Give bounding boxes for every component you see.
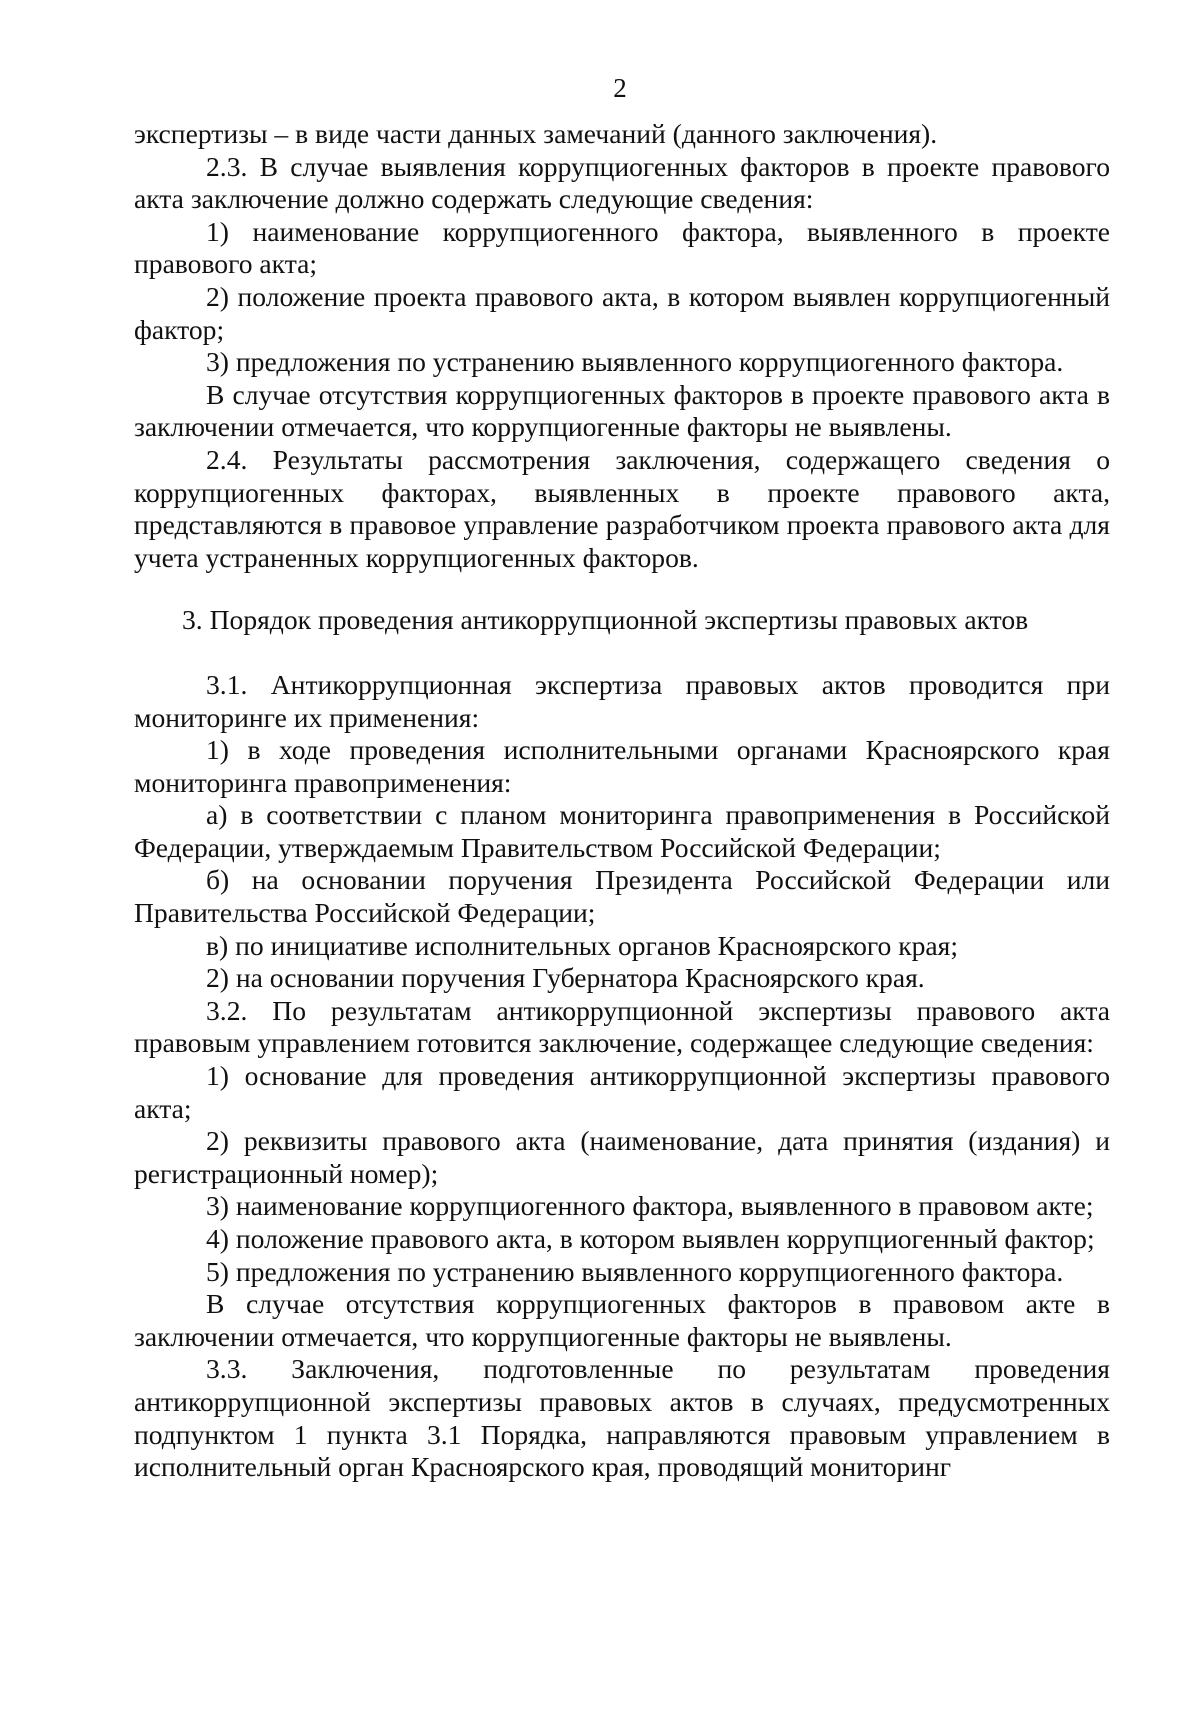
paragraph-3-1: 3.1. Антикоррупционная экспертиза правовых актов проводится при мониторинге их применения: xyxy=(134,668,1110,733)
paragraph: В случае отсутствия коррупциогенных факторов в правовом акте в заключении отмечается, что коррупциогенные факторы не выявлены. xyxy=(134,1288,1110,1352)
list-item: 1) наименование коррупциогенного фактора, выявленного в проекте правового акта; xyxy=(134,215,1110,280)
list-item: а) в соответствии с планом мониторинга правоприменения в Российской Федерации, утверждаемым Правительством Российской Федерации; xyxy=(134,799,1110,863)
paragraph-3-3: 3.3. Заключения, подготовленные по результатам проведения антикоррупционной экспертизы правовых актов в случаях, предусмотренных подпунктом 1 пункта 3.1 Порядка, направляются правовым управлением в исполнительный орган Красноярского края, проводящий мониторинг xyxy=(134,1353,1110,1483)
paragraph: В случае отсутствия коррупциогенных факторов в проекте правового акта в заключении отмечается, что коррупциогенные факторы не выявлены. xyxy=(134,378,1110,443)
paragraph-2-4: 2.4. Результаты рассмотрения заключения, содержащего сведения о коррупциогенных факторах, выявленных в проекте правового акта, представляются в правовое управление разработчиком проекта правового акта для учета устраненных коррупциогенных факторов. xyxy=(134,443,1110,573)
document-body xyxy=(134,118,1110,1484)
list-item: 1) в ходе проведения исполнительными органами Красноярского края мониторинга правоприменения: xyxy=(134,734,1110,798)
list-item: 2) положение проекта правового акта, в котором выявлен коррупциогенный фактор; xyxy=(134,280,1110,345)
list-item: 2) на основании поручения Губернатора Красноярского края. xyxy=(206,962,925,994)
page-number: 2 xyxy=(613,73,627,103)
list-item: 1) основание для проведения антикоррупционной экспертизы правового акта; xyxy=(134,1060,1110,1124)
list-item: 2) реквизиты правового акта (наименование, дата принятия (издания) и регистрационный номер); xyxy=(134,1125,1110,1189)
list-item: б) на основании поручения Президента Российской Федерации или Правительства Российской Федерации; xyxy=(134,864,1110,929)
paragraph-continuation: экспертизы – в виде части данных замечаний (данного заключения). xyxy=(134,118,938,149)
list-item: 3) предложения по устранению выявленного коррупциогенного фактора. xyxy=(206,346,1064,378)
list-item: в) по инициативе исполнительных органов Красноярского края; xyxy=(206,929,959,961)
section-heading: 3. Порядок проведения антикоррупционной экспертизы правовых актов xyxy=(182,604,1029,636)
list-item: 3) наименование коррупциогенного фактора, выявленного в правовом акте; xyxy=(206,1190,1094,1222)
list-item: 5) предложения по устранению выявленного коррупциогенного фактора. xyxy=(206,1255,1064,1287)
paragraph-2-3: 2.3. В случае выявления коррупциогенных факторов в проекте правового акта заключение должно содержать следующие сведения: xyxy=(134,150,1110,215)
paragraph-3-2: 3.2. По результатам антикоррупционной экспертизы правового акта правовым управлением готовится заключение, содержащее следующие сведения: xyxy=(134,994,1110,1059)
list-item: 4) положение правового акта, в котором выявлен коррупциогенный фактор; xyxy=(206,1223,1095,1254)
